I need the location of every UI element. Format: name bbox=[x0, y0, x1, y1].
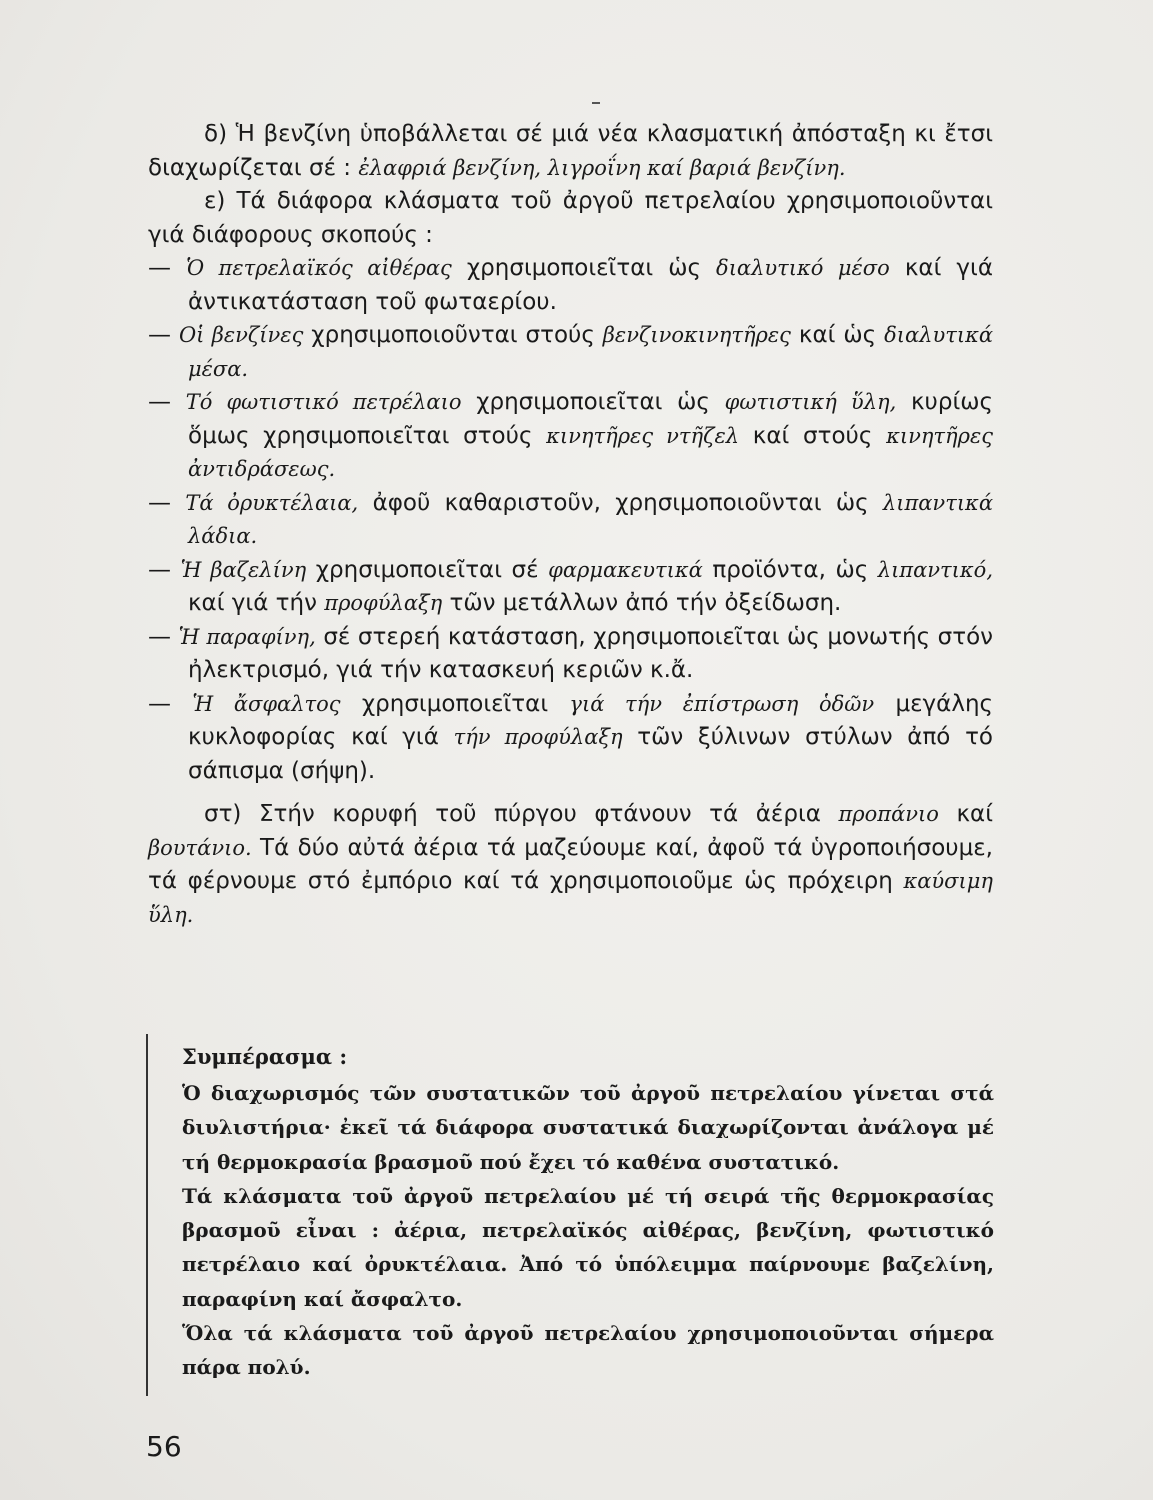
list-item-gasoline: — Οἱ βενζίνες χρησιμοποιοῦνται στούς βενζινοκινητῆρες καί ὡς διαλυτικά μέσα. bbox=[148, 322, 994, 381]
summary-sentence-3: Ὅλα τά κλάσματα τοῦ ἀργοῦ πετρελαίου χρησιμοποιοῦνται σήμερα πάρα πολύ. bbox=[182, 1321, 994, 1380]
paragraph-st: στ) Στήν κορυφή τοῦ πύργου φτάνουν τά ἀέρια προπάνιο καί βουτάνιο. Τά δύο αὐτά ἀέρια τά μαζεύουμε καί, ἀφοῦ τά ὑγροποιήσουμε, τά φέρνουμε στό ἐμπόριο καί τά χρησιμοποιοῦμε ὡς πρόχειρη καύσιμη ὕλη. bbox=[148, 801, 993, 927]
paragraph-d: δ) Ἡ βενζίνη ὑποβάλλεται σέ μιά νέα κλασματική ἀπόσταξη κι ἔτσι διαχωρίζεται σέ : ἐλαφριά βενζίνη, λιγροΐνη καί βαριά βενζίνη. bbox=[148, 121, 993, 181]
main-text bbox=[148, 118, 993, 932]
summary-title: Συμπέρασμα : bbox=[182, 1044, 348, 1069]
list-item-vaseline: — Ἡ βαζελίνη χρησιμοποιεῖται σέ φαρμακευτικά προϊόντα, ὡς λιπαντικό, καί γιά τήν προφύλαξη τῶν μετάλλων ἀπό τήν ὀξείδωση. bbox=[148, 556, 993, 616]
list-item-ether: — Ὁ πετρελαϊκός αἰθέρας χρησιμοποιεῖται ὡς διαλυτικό μέσο καί γιά ἀντικατάσταση τοῦ φωταερίου. bbox=[148, 255, 993, 315]
summary-sentence-1: Ὁ διαχωρισμός τῶν συστατικῶν τοῦ ἀργοῦ πετρελαίου γίνεται στά διυλιστήρια· ἐκεῖ τά διάφορα συστατικά διαχωρίζονται ἀνάλογα μέ τή θερμοκρασία βρασμοῦ πού ἔχει τό καθένα συστατικό. bbox=[182, 1081, 994, 1174]
list-item-mineral-oils: — Τά ὀρυκτέλαια, ἀφοῦ καθαριστοῦν, χρησιμοποιοῦνται ὡς λιπαντικά λάδια. bbox=[148, 489, 994, 548]
summary-sentence-2: Τά κλάσματα τοῦ ἀργοῦ πετρελαίου μέ τή σειρά τῆς θερμοκρασίας βρασμοῦ εἶναι : ἀέρια, πετρελαϊκός αἰθέρας, βενζίνη, φωτιστικό πετρέλαιο καί ὀρυκτέλαια. Ἀπό τό ὑπόλειμμα παίρνουμε βαζελίνη, παραφίνη καί ἄσφαλτο. bbox=[182, 1183, 994, 1311]
decorative-dash bbox=[592, 102, 600, 104]
page-number: 56 bbox=[146, 1430, 182, 1463]
summary-box bbox=[146, 1034, 994, 1396]
list-item-kerosene: — Τό φωτιστικό πετρέλαιο χρησιμοποιεῖται ὡς φωτιστική ὕλη, κυρίως ὅμως χρησιμοποιεῖται στούς κινητῆρες ντῆζελ καί στούς κινητῆρες ἀντιδράσεως. bbox=[148, 389, 993, 481]
list-item-asphalt: — Ἡ ἄσφαλτος χρησιμοποιεῖται γιά τήν ἐπίστρωση ὁδῶν μεγάλης κυκλοφορίας καί γιά τήν προφύλαξη τῶν ξύλινων στύλων ἀπό τό σάπισμα (σήψη). bbox=[148, 690, 994, 784]
list-item-paraffin: — Ἡ παραφίνη, σέ στερεή κατάσταση, χρησιμοποιεῖται ὡς μονωτής στόν ἠλεκτρισμό, γιά τήν κατασκευή κεριῶν κ.ἄ. bbox=[148, 623, 993, 683]
paragraph-e: ε) Τά διάφορα κλάσματα τοῦ ἀργοῦ πετρελαίου χρησιμοποιοῦνται γιά διάφορους σκοπούς : bbox=[148, 188, 993, 248]
